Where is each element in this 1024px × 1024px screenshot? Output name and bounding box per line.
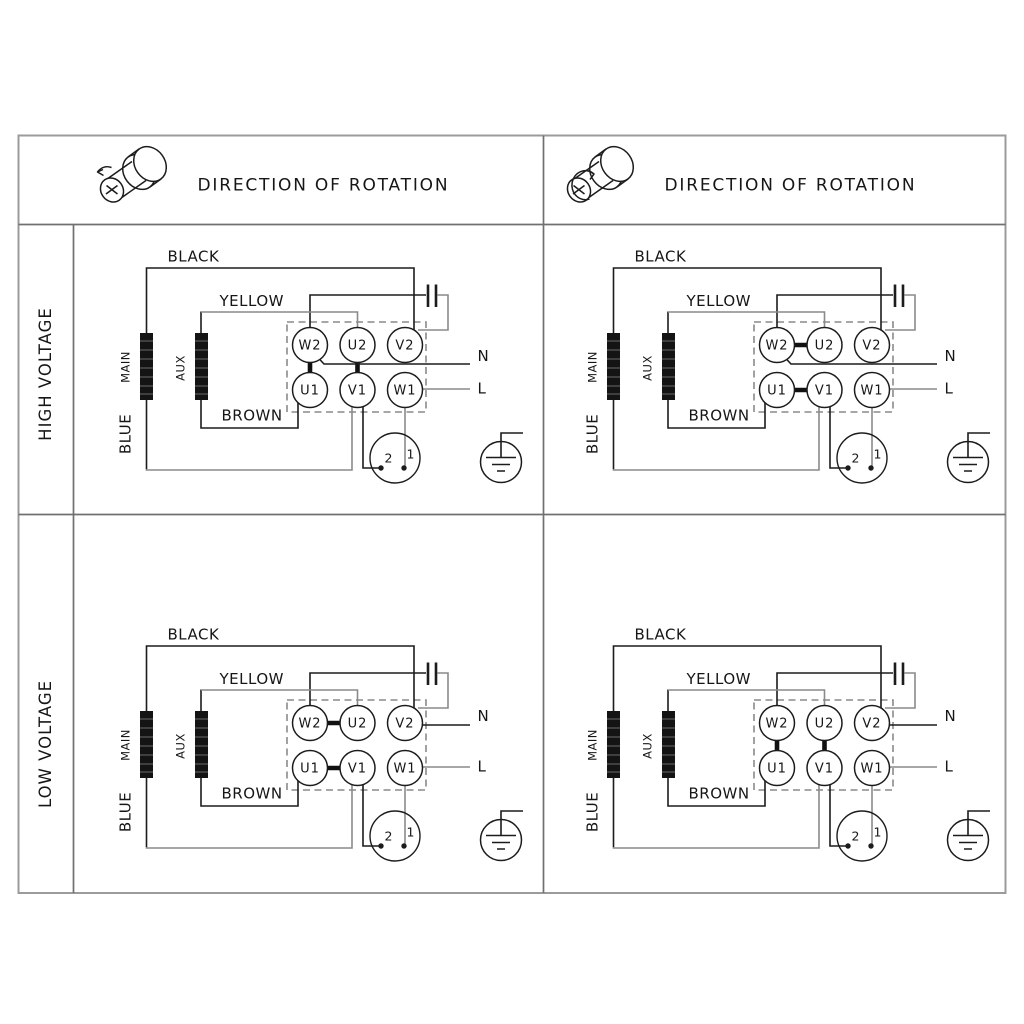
plug-pin2-label: 2: [384, 828, 393, 844]
terminal-label-w1: W1: [393, 383, 417, 399]
wire-label-yellow: YELLOW: [219, 292, 284, 310]
wire-label-blue: BLUE: [583, 791, 602, 833]
terminal-label-u2: U2: [814, 338, 835, 354]
power-label-neutral: N: [944, 707, 956, 725]
terminal-label-v1: V1: [814, 761, 835, 777]
terminal-label-u1: U1: [767, 761, 787, 777]
terminal-label-u2: U2: [347, 338, 368, 354]
quadrant-wiring: [140, 646, 523, 861]
terminal-links-vertical: [777, 739, 825, 752]
plug-pin1-label: 1: [873, 446, 882, 462]
winding-label-main: MAIN: [118, 351, 133, 383]
winding-label-aux: AUX: [173, 733, 188, 759]
quadrant-low-voltage-right: [584, 626, 991, 862]
winding-label-aux: AUX: [173, 355, 188, 381]
header-left-cell: [96, 140, 450, 206]
power-label-neutral: N: [477, 707, 489, 725]
terminal-label-v1: V1: [814, 383, 835, 399]
motor-ccw-rotation-icon: [96, 140, 173, 206]
quadrant-wiring: [140, 268, 523, 483]
quadrant-low-voltage-left: [117, 626, 524, 862]
terminal-label-w2: W2: [298, 338, 322, 354]
wire-label-yellow: YELLOW: [686, 670, 751, 688]
plug-pin2-label: 2: [851, 450, 860, 466]
power-label-neutral: N: [944, 347, 956, 365]
terminal-label-v2: V2: [862, 338, 882, 354]
wire-label-brown: BROWN: [221, 406, 283, 425]
terminal-links-horizontal: [794, 345, 809, 390]
plug-pin2-label: 2: [851, 828, 860, 844]
terminal-label-w2: W2: [298, 716, 322, 732]
winding-label-aux: AUX: [640, 733, 655, 759]
plug-pin1-label: 1: [873, 824, 882, 840]
winding-label-main: MAIN: [118, 729, 133, 761]
terminal-links-horizontal: [327, 723, 342, 768]
winding-label-main: MAIN: [585, 729, 600, 761]
terminal-label-w2: W2: [765, 716, 789, 732]
terminal-label-w1: W1: [860, 383, 884, 399]
terminal-label-v1: V1: [347, 761, 368, 777]
terminal-links-vertical: [310, 361, 358, 374]
terminal-label-u2: U2: [814, 716, 835, 732]
terminal-label-w2: W2: [765, 338, 789, 354]
row-label-low-voltage: LOW VOLTAGE: [36, 679, 55, 809]
motor-cw-rotation-icon: [563, 140, 640, 206]
terminal-label-u1: U1: [300, 761, 320, 777]
power-label-line: L: [477, 757, 486, 776]
terminal-label-u1: U1: [300, 383, 320, 399]
winding-label-aux: AUX: [640, 355, 655, 381]
power-label-neutral: N: [477, 347, 489, 365]
quadrant-wiring: [607, 268, 990, 483]
power-label-line: L: [944, 757, 953, 776]
wire-label-black: BLACK: [634, 625, 687, 644]
quadrant-high-voltage-left: [117, 248, 524, 484]
wire-label-brown: BROWN: [688, 406, 750, 425]
wire-label-blue: BLUE: [583, 413, 602, 455]
winding-label-main: MAIN: [585, 351, 600, 383]
wire-label-brown: BROWN: [221, 784, 283, 803]
header-right-cell: [563, 140, 917, 206]
terminal-label-v1: V1: [347, 383, 368, 399]
quadrant-wiring: [607, 646, 990, 861]
terminal-label-w1: W1: [393, 761, 417, 777]
row-label-high-voltage: HIGH VOLTAGE: [36, 307, 55, 441]
plug-pin2-label: 2: [384, 450, 393, 466]
quadrant-high-voltage-right: [584, 248, 991, 484]
terminal-label-v2: V2: [395, 338, 415, 354]
plug-pin1-label: 1: [406, 824, 415, 840]
wire-label-blue: BLUE: [116, 791, 135, 833]
wire-label-black: BLACK: [634, 247, 687, 266]
terminal-label-u2: U2: [347, 716, 368, 732]
terminal-label-w1: W1: [860, 761, 884, 777]
terminal-label-u1: U1: [767, 383, 787, 399]
wire-label-blue: BLUE: [116, 413, 135, 455]
wire-label-brown: BROWN: [688, 784, 750, 803]
terminal-label-v2: V2: [862, 716, 882, 732]
wire-label-yellow: YELLOW: [219, 670, 284, 688]
power-label-line: L: [477, 379, 486, 398]
direction-of-rotation-title-right: DIRECTION OF ROTATION: [664, 175, 917, 196]
power-label-line: L: [944, 379, 953, 398]
wire-label-black: BLACK: [167, 247, 220, 266]
plug-pin1-label: 1: [406, 446, 415, 462]
direction-of-rotation-title-left: DIRECTION OF ROTATION: [197, 175, 450, 196]
wire-label-black: BLACK: [167, 625, 220, 644]
terminal-label-v2: V2: [395, 716, 415, 732]
wire-label-yellow: YELLOW: [686, 292, 751, 310]
